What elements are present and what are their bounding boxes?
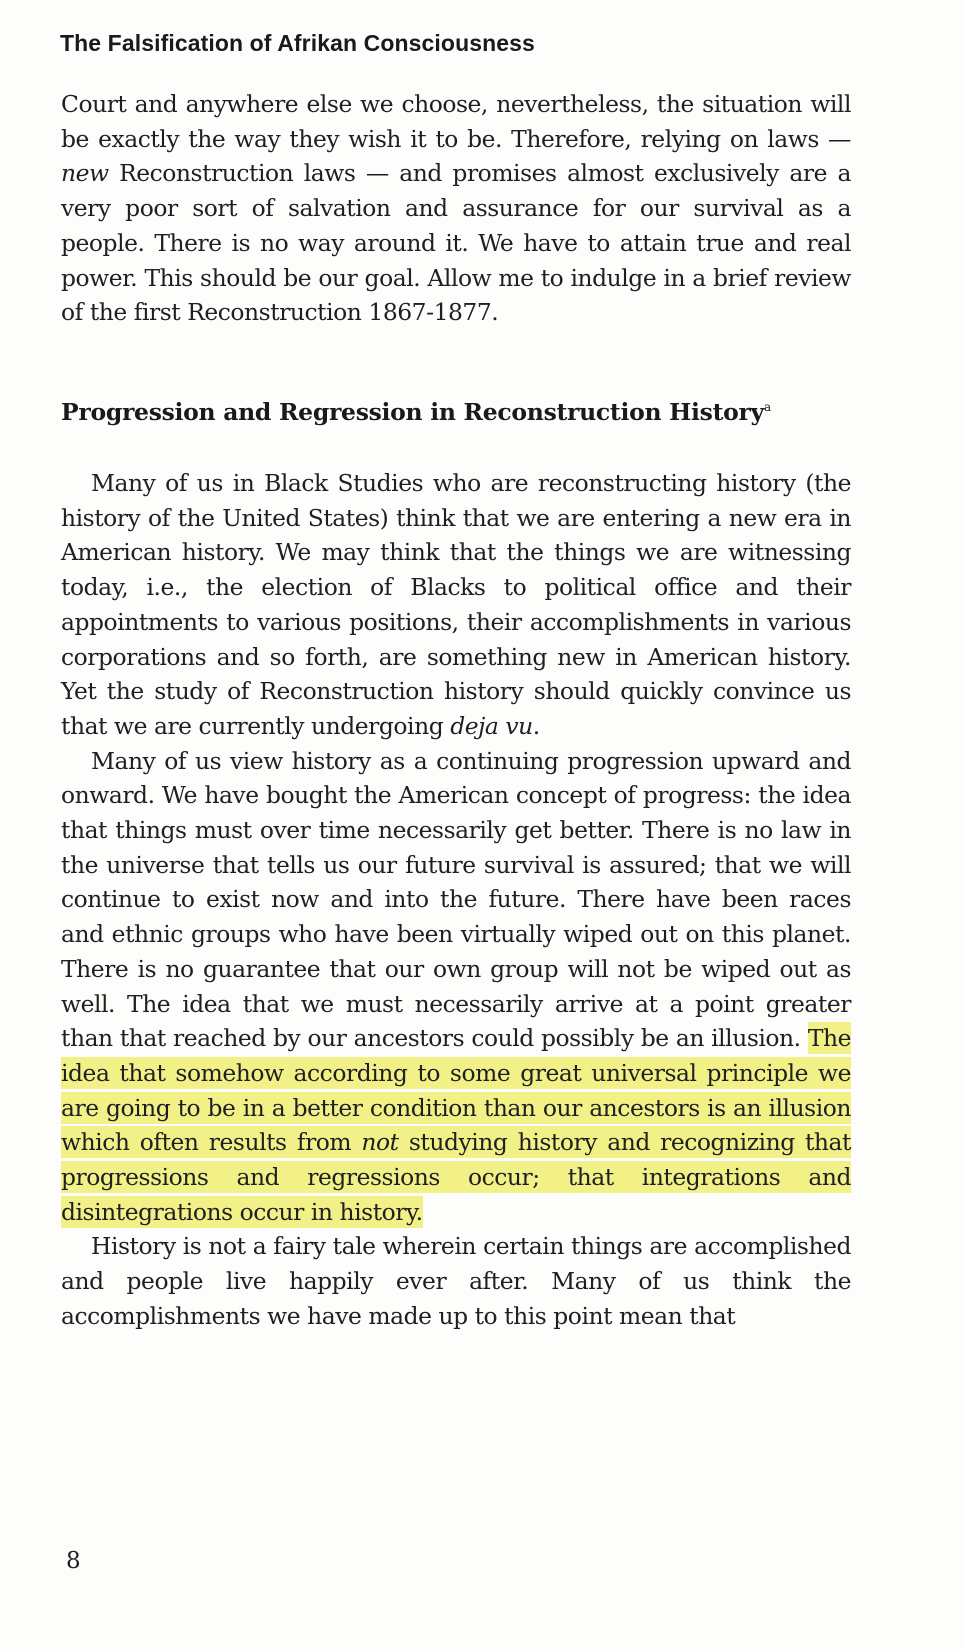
section-heading (61, 398, 771, 426)
text-run: studying history and recognizing that progressions and regressions occur; that integrations and disintegrations occur in history. (61, 1128, 851, 1226)
endnote-marker: a (763, 400, 771, 415)
emphasis-text: new (61, 159, 109, 188)
text-block-section (61, 466, 851, 1334)
text-run: Court and anywhere else we choose, nevertheless, the situation will be exactly the way they wish it to be. Therefore, relying on laws — (61, 90, 851, 153)
paragraph (61, 466, 851, 744)
section-heading-text: Progression and Regression in Reconstruction History (61, 398, 764, 426)
text-run: Many of us in Black Studies who are reconstructing history (the history of the United States) think that we are entering a new era in American history. We may think that the things we are witnessing today, i.e., the election of Blacks to political office and their appointments to various positions, their accomplishments in various corporations and so forth, are something new in American history. Yet the study of Reconstruction history should quickly convince us that we are currently undergoing (61, 469, 851, 740)
text-run: Reconstruction laws — and promises almost exclusively are a very poor sort of salvation and assurance for our survival as a people. There is no way around it. We have to attain true and real power. This should be our goal. Allow me to indulge in a brief review of the first Reconstruction 1867-1877. (61, 159, 851, 327)
running-head: The Falsification of Afrikan Consciousness (60, 30, 535, 56)
text-block-continuation (61, 87, 851, 330)
paragraph (61, 744, 851, 1230)
text-run: The idea that somehow according to some great universal principle we are going to be in a better condition than our ancestors is an illusion which often results from (61, 1024, 851, 1157)
text-run: . (532, 711, 540, 740)
text-run: Many of us view history as a continuing progression upward and onward. We have bought the American concept of progress: the idea that things must over time necessarily get better. There is no law in the universe that tells us our future survival is assured; that we will continue to exist now and into the future. There have been races and ethnic groups who have been virtually wiped out on this planet. There is no guarantee that our own group will not be wiped out as well. The idea that we must necessarily arrive at a point greater than that reached by our ancestors could possibly be an illusion. (61, 746, 851, 1053)
paragraph-continuation (61, 87, 851, 330)
paragraph: History is not a fairy tale wherein certain things are accomplished and people live happily ever after. Many of us think the accomplishments we have made up to this point mean that (61, 1232, 851, 1330)
page-number: 8 (66, 1548, 81, 1574)
highlighted-passage (61, 1024, 851, 1226)
emphasis-text: deja vu (450, 711, 533, 740)
emphasis-text: not (361, 1128, 399, 1157)
